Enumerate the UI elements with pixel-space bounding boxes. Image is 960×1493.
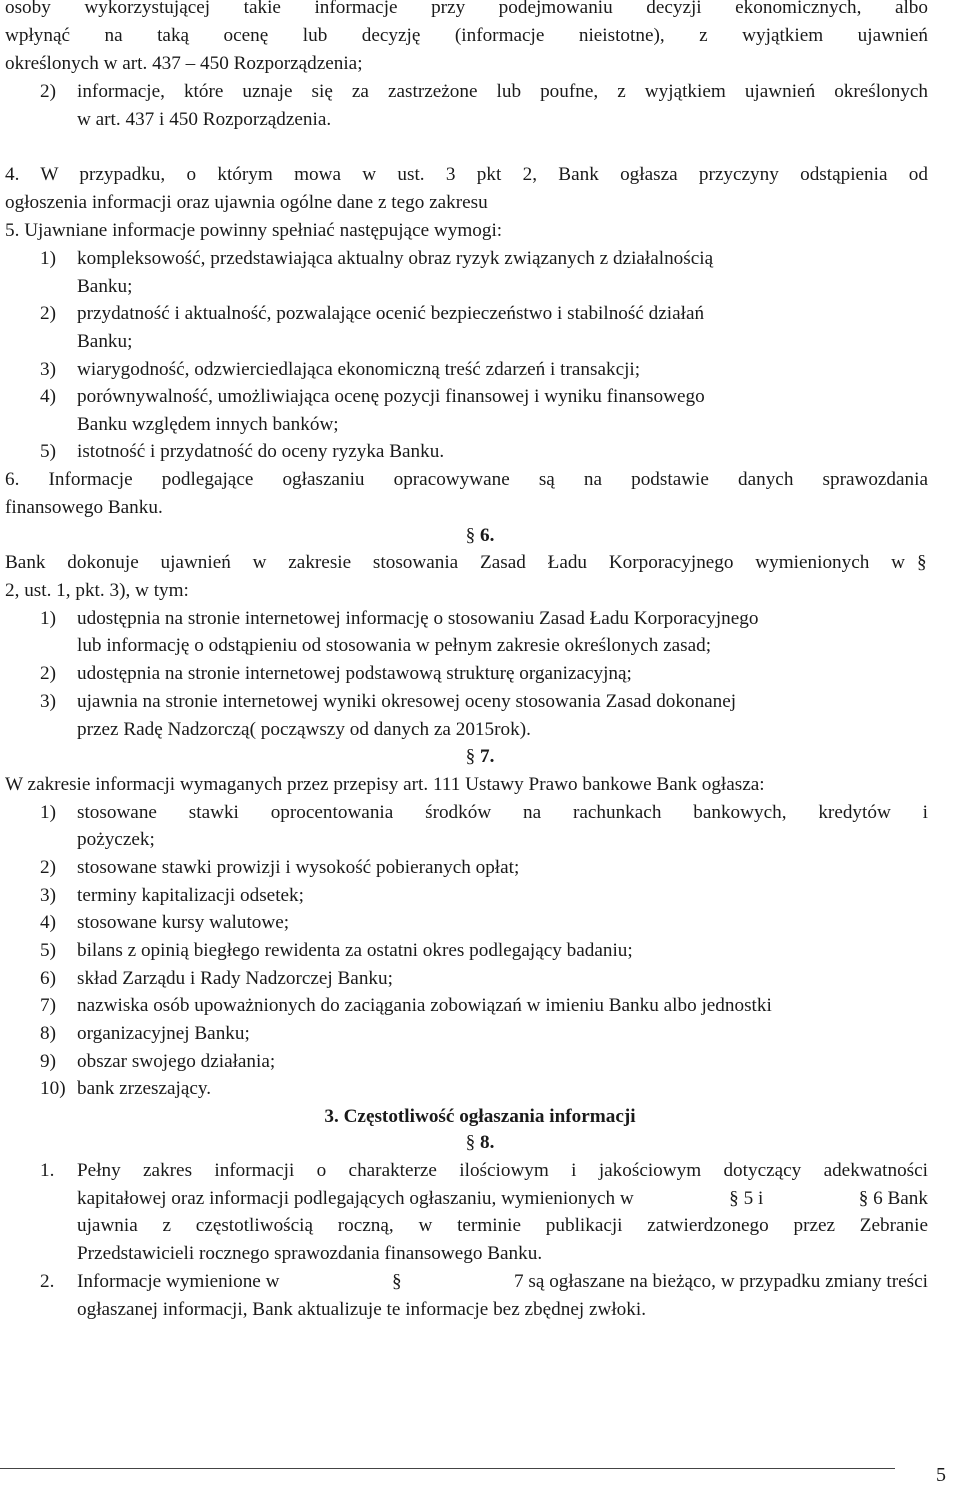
list-text: Pełny zakres informacji o charakterze ilościowym i jakościowym dotyczący adekwatności xyxy=(77,1160,928,1181)
list-text-continued: przez Radę Nadzorczą( począwszy od danych za 2015rok). xyxy=(77,719,531,740)
paragraph-6-line: finansowego Banku. xyxy=(5,497,163,518)
list-number: 10) xyxy=(40,1078,66,1099)
section-reference-text: 5 i xyxy=(743,1188,764,1209)
list-number: 2) xyxy=(40,663,56,684)
list-number: 8) xyxy=(40,1023,56,1044)
list-text: terminy kapitalizacji odsetek; xyxy=(77,885,304,906)
paragraph-line: wpłynąć na taką ocenę lub decyzję (informacje nieistotne), z wyjątkiem ujawnień xyxy=(5,25,928,46)
list-number: 2) xyxy=(40,81,56,102)
list-item xyxy=(40,688,928,716)
list-text-fragment: 7 są ogłaszane na bieżąco, w przypadku zmiany treści xyxy=(514,1271,928,1292)
section-number: 8. xyxy=(480,1132,495,1153)
list-text xyxy=(77,1268,928,1296)
list-text: bilans z opinią biegłego rewidenta za ostatni okres podlegający badaniu; xyxy=(77,940,633,961)
list-text: bank zrzeszający. xyxy=(77,1078,212,1099)
list-number: 3) xyxy=(40,885,56,906)
section-sign-icon: § xyxy=(917,552,927,573)
list-text-continued: Banku; xyxy=(77,331,133,352)
list-item xyxy=(40,300,928,328)
section-sign-icon: § xyxy=(465,1132,476,1153)
footer-divider xyxy=(0,1468,895,1469)
section-heading xyxy=(0,522,960,550)
section-6-line: Bank dokonuje ujawnień w zakresie stosowania Zasad Ładu Korporacyjnego wymienionych w xyxy=(5,552,905,573)
list-text: stosowane stawki oprocentowania środków na rachunkach bankowych, kredytów i xyxy=(77,802,928,823)
list-text: wiarygodność, odzwierciedlająca ekonomiczną treść zdarzeń i transakcji; xyxy=(77,359,641,380)
list-text-continued: Banku względem innych banków; xyxy=(77,414,339,435)
list-number: 3) xyxy=(40,691,56,712)
list-text: kompleksowość, przedstawiająca aktualny obraz ryzyk związanych z działalnością xyxy=(77,248,714,269)
list-text: stosowane stawki prowizji i wysokość pobieranych opłat; xyxy=(77,857,520,878)
list-text: stosowane kursy walutowe; xyxy=(77,912,290,933)
list-text: informacje, które uznaje się za zastrzeżone lub poufne, z wyjątkiem ujawnień określonych xyxy=(77,81,928,102)
paragraph-4-line: ogłoszenia informacji oraz ujawnia ogólne dane z tego zakresu xyxy=(5,192,488,213)
paragraph-4-line: 4. W przypadku, o którym mowa w ust. 3 pkt 2, Bank ogłasza przyczyny odstąpienia od xyxy=(5,164,928,185)
list-text-continued: w art. 437 i 450 Rozporządzenia. xyxy=(77,109,332,130)
section-heading xyxy=(0,743,960,771)
paragraph-line: określonych w art. 437 – 450 Rozporządzenia; xyxy=(5,53,363,74)
list-number: 1. xyxy=(40,1160,55,1181)
section-7-intro: W zakresie informacji wymaganych przez przepisy art. 111 Ustawy Prawo bankowe Bank ogłasza: xyxy=(5,774,765,795)
list-text-continued: Banku; xyxy=(77,276,133,297)
list-item xyxy=(40,438,928,466)
list-item xyxy=(40,1268,928,1296)
list-text-continued: lub informację o odstąpieniu od stosowania w pełnym zakresie określonych zasad; xyxy=(77,635,712,656)
list-text: obszar swojego działania; xyxy=(77,1051,276,1072)
list-item xyxy=(40,1157,928,1185)
section-heading xyxy=(0,1129,960,1157)
list-text-fragment: Informacje wymienione w xyxy=(77,1271,280,1292)
list-item xyxy=(40,1048,928,1076)
paragraph-6-line: 6. Informacje podlegające ogłaszaniu opracowywane są na podstawie danych sprawozdania xyxy=(5,469,928,490)
list-item xyxy=(40,799,928,827)
list-text: nazwiska osób upoważnionych do zaciągania zobowiązań w imieniu Banku albo jednostki xyxy=(77,995,772,1016)
list-number: 4) xyxy=(40,912,56,933)
list-item xyxy=(40,245,928,273)
list-item xyxy=(40,356,928,384)
section-sign-icon: § xyxy=(465,746,476,767)
list-number: 5) xyxy=(40,441,56,462)
list-text: udostępnia na stronie internetowej informację o stosowaniu Zasad Ładu Korporacyjnego xyxy=(77,608,759,629)
list-number: 9) xyxy=(40,1051,56,1072)
section-number: 7. xyxy=(480,746,495,767)
list-text: porównywalność, umożliwiająca ocenę pozycji finansowej i wyniku finansowego xyxy=(77,386,705,407)
list-text: udostępnia na stronie internetowej podstawową strukturę organizacyjną; xyxy=(77,663,632,684)
list-number: 2) xyxy=(40,857,56,878)
list-text-continued: ujawnia z częstotliwością roczną, w terminie publikacji zatwierdzonego przez Zebranie xyxy=(77,1215,928,1236)
list-text: ujawnia na stronie internetowej wyniki okresowej oceny stosowania Zasad dokonanej xyxy=(77,691,737,712)
list-item xyxy=(40,909,928,937)
list-text-continued: pożyczek; xyxy=(77,829,155,850)
section-reference-text: 6 Bank xyxy=(873,1188,928,1209)
list-number: 7) xyxy=(40,995,56,1016)
list-text: przydatność i aktualność, pozwalające ocenić bezpieczeństwo i stabilność działań xyxy=(77,303,705,324)
section-sign-icon: § xyxy=(858,1188,869,1209)
list-item xyxy=(40,882,928,910)
section-6-line: 2, ust. 1, pkt. 3), w tym: xyxy=(5,580,189,601)
section-sign-icon: § xyxy=(729,1188,739,1209)
list-item xyxy=(40,78,928,106)
paragraph-line: osoby wykorzystującej takie informacje przy podejmowaniu decyzji ekonomicznych, albo xyxy=(5,0,928,18)
list-number: 1) xyxy=(40,248,56,269)
list-text-continued: ogłaszanej informacji, Bank aktualizuje te informacje bez zbędnej zwłoki. xyxy=(77,1299,646,1320)
chapter-title: 3. Częstotliwość ogłaszania informacji xyxy=(324,1106,636,1127)
section-reference xyxy=(729,1185,763,1213)
list-item xyxy=(40,1020,928,1048)
list-number: 4) xyxy=(40,386,56,407)
list-text-continued xyxy=(77,1185,928,1213)
list-number: 6) xyxy=(40,968,56,989)
list-item xyxy=(40,965,928,993)
section-reference xyxy=(859,1185,928,1213)
list-item xyxy=(40,854,928,882)
paragraph-5-intro: 5. Ujawniane informacje powinny spełniać następujące wymogi: xyxy=(5,220,503,241)
list-number: 3) xyxy=(40,359,56,380)
list-number: 5) xyxy=(40,940,56,961)
list-number: 1) xyxy=(40,802,56,823)
section-number: 6. xyxy=(480,525,495,546)
list-text-continued: Przedstawicieli rocznego sprawozdania finansowego Banku. xyxy=(77,1243,543,1264)
list-item xyxy=(40,992,928,1020)
list-text: skład Zarządu i Rady Nadzorczej Banku; xyxy=(77,968,393,989)
list-item xyxy=(40,383,928,411)
list-item xyxy=(40,605,928,633)
list-number: 1) xyxy=(40,608,56,629)
page-number: 5 xyxy=(936,1464,946,1486)
list-text: istotność i przydatność do oceny ryzyka Banku. xyxy=(77,441,445,462)
list-item xyxy=(40,937,928,965)
list-item xyxy=(40,1075,928,1103)
list-text-fragment: kapitałowej oraz informacji podlegających ogłaszaniu, wymienionych w xyxy=(77,1188,634,1209)
list-item xyxy=(40,660,928,688)
list-number: 2. xyxy=(40,1271,55,1292)
section-sign-icon: § xyxy=(391,1271,402,1292)
section-sign-icon: § xyxy=(465,525,476,546)
list-number: 2) xyxy=(40,303,56,324)
list-text: organizacyjnej Banku; xyxy=(77,1023,250,1044)
